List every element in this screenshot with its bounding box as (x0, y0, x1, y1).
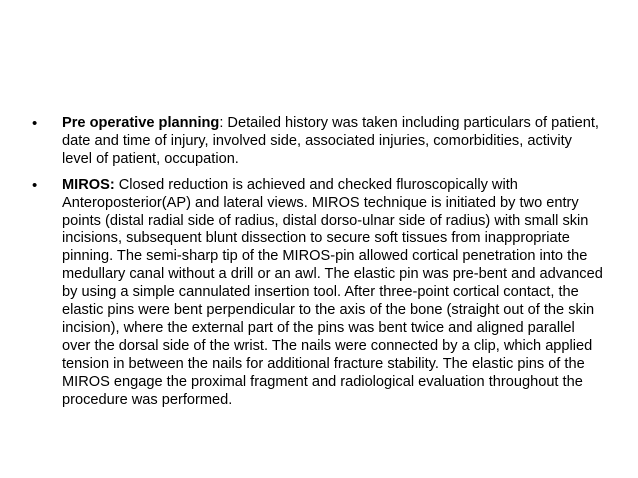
bullet-marker: • (32, 115, 38, 132)
bullet-item-miros (32, 177, 604, 410)
bullet-marker: • (32, 176, 38, 194)
bullet-body: : Detailed history was taken including particulars of patient, date and time of injury, involved side, associated injuries, comorbidities, activity level of patient, occupation. (62, 115, 599, 167)
bullet-item-pre-operative-planning (32, 115, 604, 169)
bullet-list (32, 115, 604, 418)
bullet-heading: MIROS: (62, 176, 115, 193)
bullet-body: Closed reduction is achieved and checked fluroscopically with Anteroposterior(AP) and lateral views. MIROS technique is initiated by two entry points (distal radial side of radius, distal dorso-ulnar side of radius) with small skin incisions, subsequent blunt dissection to secure soft tissues from inappropriate pinning. The semi-sharp tip of the MIROS-pin allowed cortical penetration into the medullary canal without a drill or an awl. The elastic pin was pre-bent and advanced by using a simple cannulated insertion tool. After three-point cortical contact, the elastic pins were bent perpendicular to the axis of the bone (straight out of the skin incision), where the external part of the pins was bent twice and aligned parallel over the dorsal side of the wrist. The nails were connected by a clip, which applied tension in between the nails for additional fracture stability. The elastic pins of the MIROS engage the proximal fragment and radiological evaluation throughout the procedure was performed. (62, 176, 603, 408)
bullet-heading: Pre operative planning (62, 115, 220, 131)
